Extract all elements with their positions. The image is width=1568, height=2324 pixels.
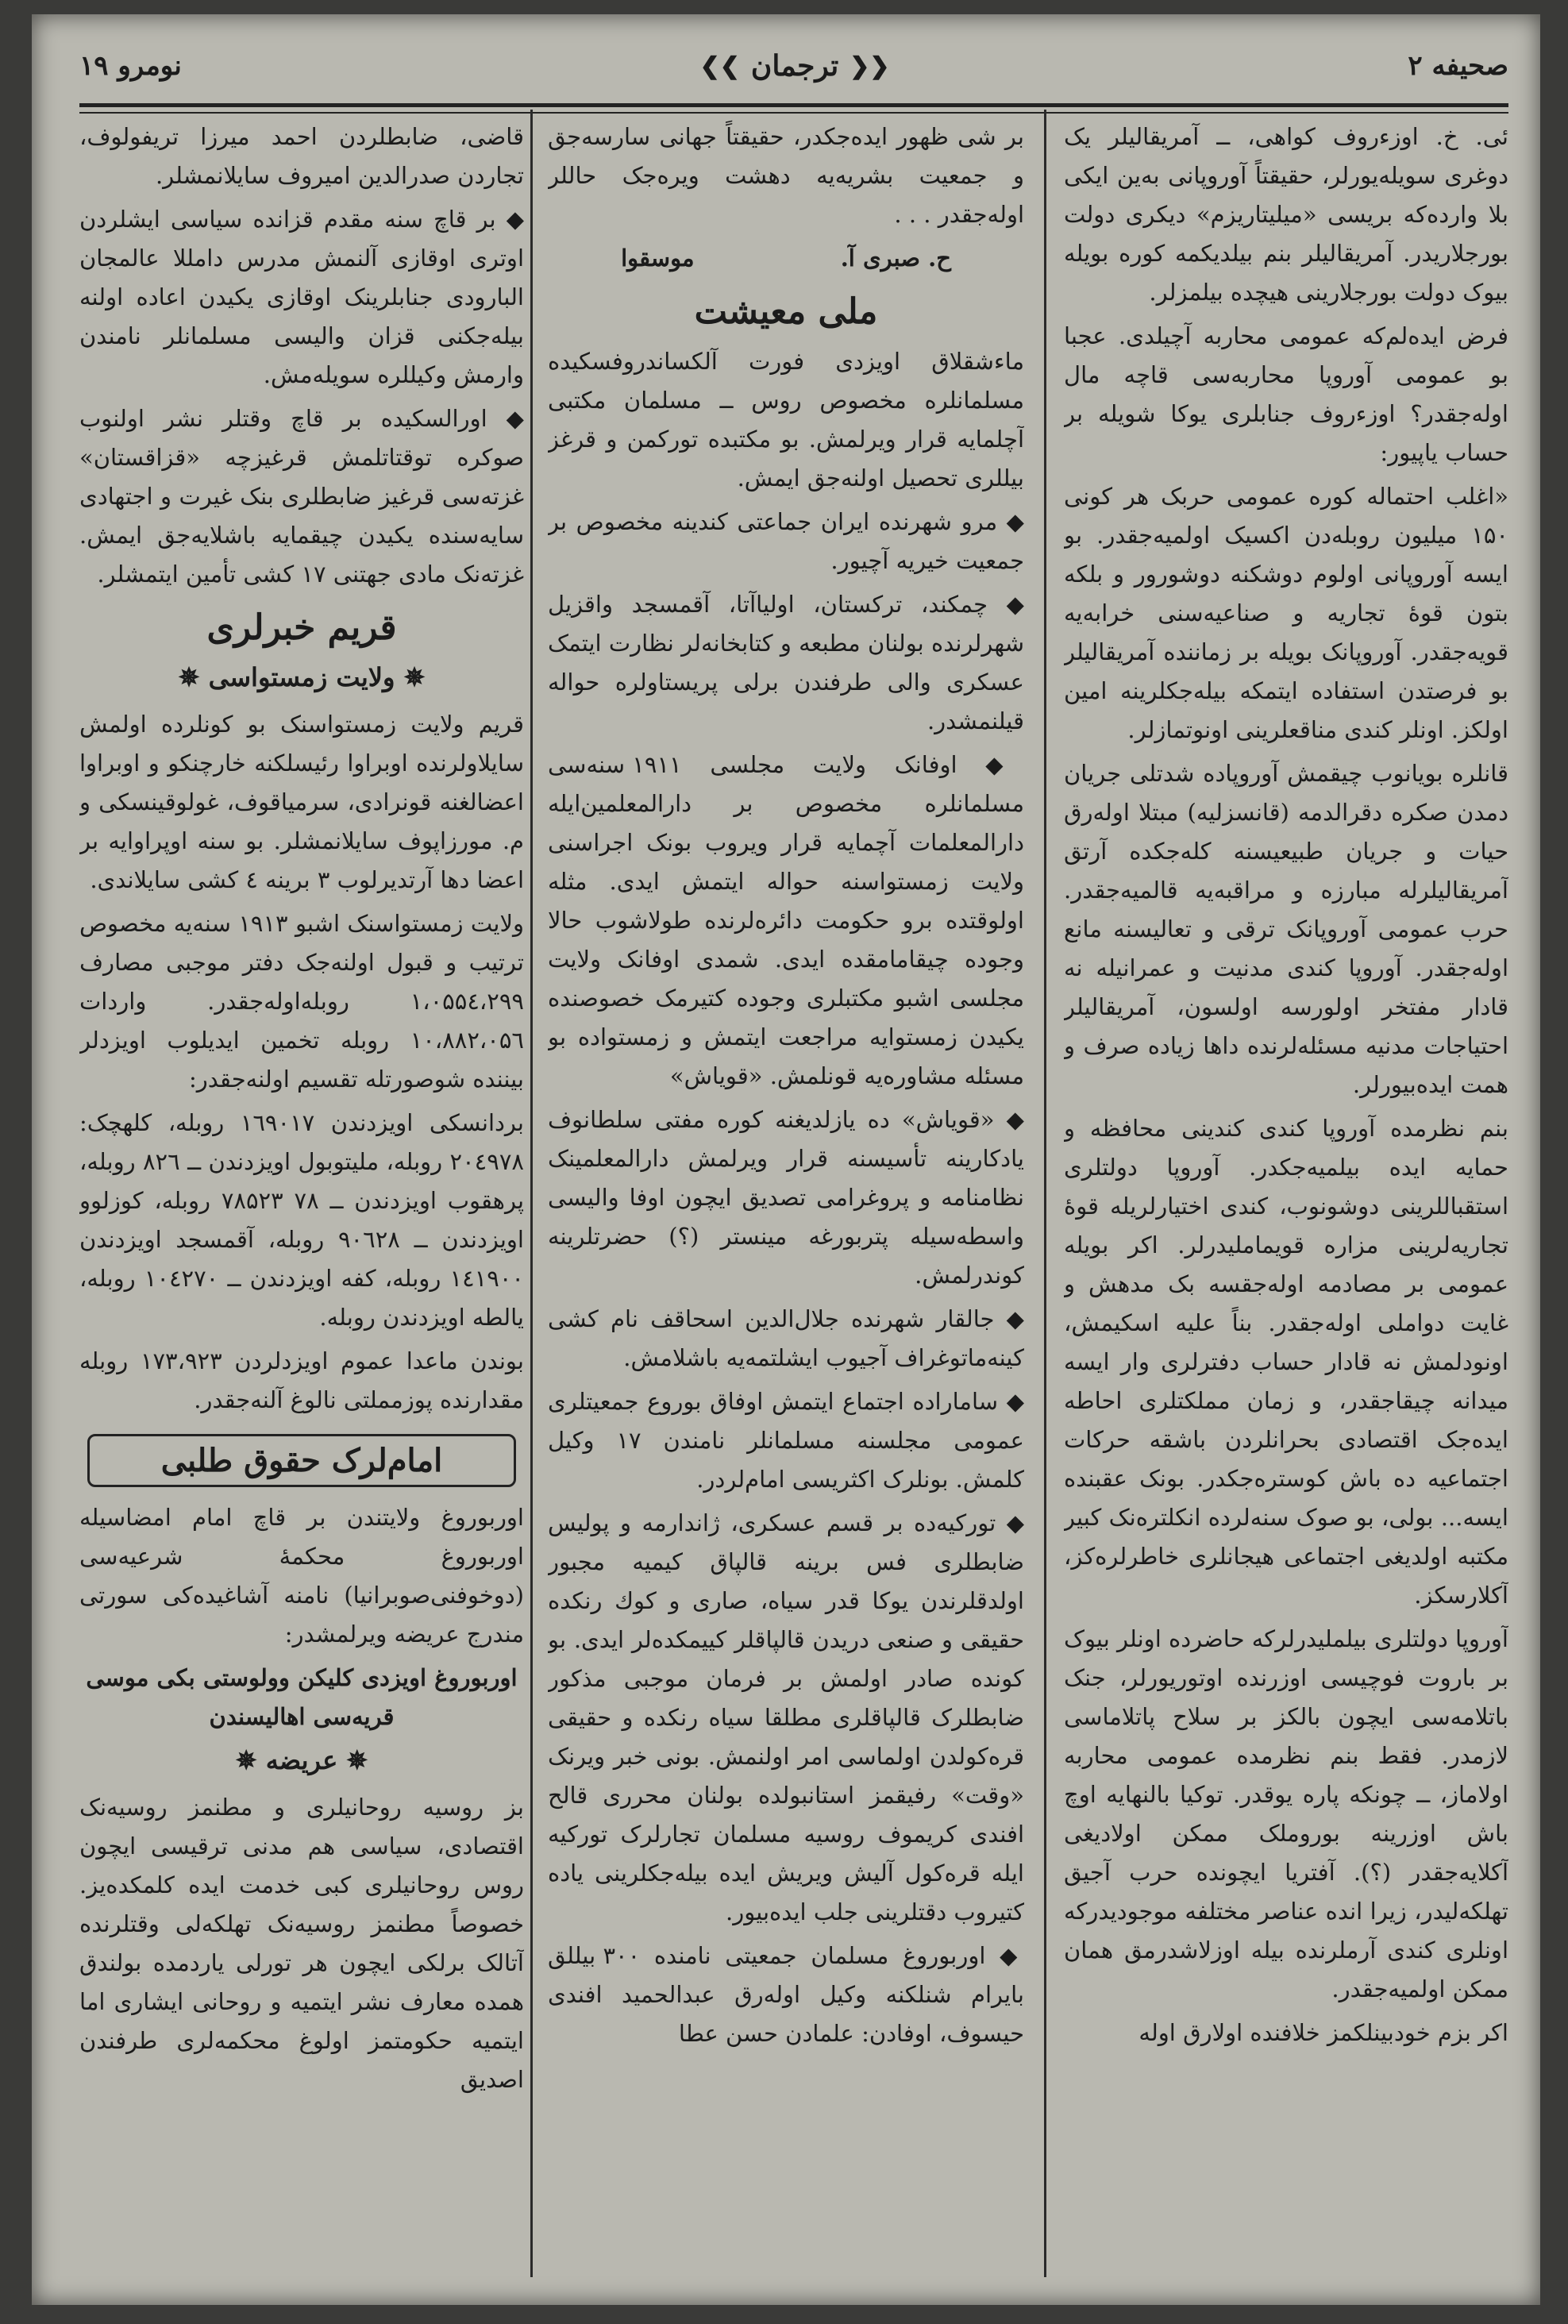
newspaper-title-block (700, 49, 890, 83)
news-item: ◆ اوفانک ولایت مجلسی ۱۹۱۱ سنه‌سی مسلمانلره مخصوص بر دارالمعلمین‌ایله دارالمعلمات آچمایه قرار ویروب بونک اجراسنی ولایت زمستواسنه حواله ایتمش ایدی. مثله اولوقتده برو حکومت دائره‌لرنده طولاشوب حالا وجوده چیقامامقده ایدی. شمدی اوفانک ولایت مجلسی اشبو مکتبلری وجوده کتیرمک خصوصنده یکیدن زمستوایه مراجعت ایتمش و زمستواده بو مسئله مشاوره‌یه قونلمش. «قویاش» (548, 751, 1024, 1089)
signature (548, 239, 1024, 278)
paragraph: بر شی ظهور ایده‌جکدر، حقیقتاً جهانی سارسه‌جق و جمعیت بشریه‌یه دهشت ویره‌جک حاللر اوله‌جقدر . . . (548, 123, 1024, 228)
news-item: ماءشقلاق اویزدی فورت آلکساندروفسکیده مسلمانلره مخصوص روس ــ مسلمان مکتبی آچلمایه قرار ویرلمش. بو مکتبده توركمن و قرغز بیللری تحصیل اولنه‌جق ایمش. (548, 348, 1024, 491)
issue-number: نومرو ۱۹ (79, 50, 182, 82)
column-divider (530, 110, 533, 2277)
news-item: ◆ سامارادە اجتماع ایتمش اوفاق بوروع جمعیتلری عمومی مجلسنه مسلمانلر نامندن ۱۷ وکیل کلمش. بونلرک اکثریسی امام‌لردر. (548, 1388, 1024, 1493)
paragraph: ئی. خ. اوزءروف کواهی، ــ آمریقالیلر یک دوغری سویله‌یورلر، حقیقتاً آوروپانی بەین ایکی بلا وارده‌که بریسی «میلیتاریزم» دیکری دولت بورجلاریدر. آمریقالیلر بنم بیلدیکمه کوره بویله بیوک دولت بورجلارینی هیچده بیلمزلر. (1064, 123, 1508, 306)
ornament-icon: ❯❯ (699, 52, 740, 80)
paragraph: اوربوروغ ولایتندن بر قاچ امام امضاسیله اوربوروغ محکمهٔ شرعیه‌سی (دوخوفنی‌صوبرانیا) نامنه آشاغیده‌کی سورتی مندرج عریضه ویرلمشدر: (79, 1504, 524, 1648)
paragraph: قاضی، ضابطلردن احمد میرزا تریفولوف، تجاردن صدرالدین امیروف سایلانمشلر. (79, 123, 524, 189)
paragraph: فرض ایده‌لم‌که عمومی محاربه آچیلدی. عجبا بو عمومی آوروپا محاربه‌سی قاچه مال اوله‌جقدر؟ اوزءروف جنابلری یوکا شویله بر حساب یاپیور: (1064, 322, 1508, 466)
top-rule (79, 103, 1508, 114)
paragraph: بنم نظرمده آوروپا کندی کندینی محافظه و حمایه ایده بیلمیه‌جکدر. آوروپا دولتلری استقباللرینی دوشونوب، کندی اختیارلریله قوهٔ تجاریه‌لرینی مزاره قویماملیدرلر. اکر بویله عمومی بر مصادمه اوله‌جقسه بک مدهش و غایت دواملی اوله‌جقدر. بناً علیه اسکیمش، اونودلمش نه قادار حساب دفترلری وار ایسه میدانه چیقاجقدر، و زمان مملکتلری احاطه ایده‌جک اقتصادی بحرانلردن باشقه حرکات اجتماعیه ده باش کوستره‌جکدر. بونک عقبنده ایسه... بولی، بو صوک سنه‌لرده انکلتره‌نک کبیر مکتبه اولدیغی اجتماعی هیجانلری خاطرلره‌کز، آکلارسکز. (1064, 1115, 1508, 1609)
signature-name: ح. صبری آ. (840, 245, 951, 272)
star-icon: ✵ (178, 662, 209, 692)
section-title: قریم خبرلری (206, 607, 397, 648)
paragraph: ولایت زمستواسنک اشبو ۱۹۱۳ سنه‌یه مخصوص ترتیب و قبول اولنه‌جک دفتر موجبی مصارف ۱،۰۵۵٤،۲۹۹ روبله‌اوله‌جقدر. واردات ۱۰،۸۸۲،۰۵٦ روبله تخمین ایدیلوب اویزدلر بیننده شوصورتله تقسیم اولنه‌جقدر: (79, 910, 524, 1093)
star-icon: ✵ (235, 1745, 266, 1775)
section-title: ملی معیشت (694, 291, 878, 332)
news-item: ◆ مرو شهرنده ایران جماعتی کندینه مخصوص بر جمعیت خیریه آچیور. (548, 508, 1024, 574)
paragraph: قریم ولایت زمستواسنک بو کونلرده اولمش سایلاولرنده اوبراوا رئیسلکنه خارچنکو و اوبراوا اعضالغنه قونرادی، سرمیاقوف، غولوقینسکی و م. مورزاپوف سایلانمشلر. بو سنه اوپراوایه بر اعضا دها آرتدیرلوب ۳ برینه ٤ کشی سایلاندی. (79, 711, 524, 893)
masthead (79, 30, 1508, 102)
paragraph: بردانسکی اویزدندن ۱٦۹۰۱۷ روبله، کلهچک: ۲۰٤۹۷۸ روبله، ملیتوبول اویزدندن ــ ۸۲٦ روبله، پرهقوب اویزدندن ــ ۷۸ ۷۸۵۲۳ روبله، کوزلوو اویزدندن ــ ۹۰٦۲۸ روبله، آقمسجد اویزدندن ۱٤۱۹۰۰ روبله، کفه اویزدندن ــ ۱۰٤۲۷۰ روبله، یالطه اویزدندن روبله. (79, 1109, 524, 1331)
column-divider (1044, 110, 1046, 2277)
column-middle (548, 118, 1024, 2277)
subsection-title: ✵ عریضه ✵ (235, 1745, 368, 1775)
newspaper-page (32, 14, 1540, 2305)
column-left (79, 118, 524, 2277)
newspaper-title: ترجمان (750, 49, 839, 83)
news-item: ◆ اورالسکیده بر قاچ وقتلر نشر اولنوب صوکره توقتاتلمش قرغیزچه «قزاقستان» غزته‌سی قرغیز ضابطلری بنک غیرت و اجتهادی سایه‌سنده یکیدن چیقمایه باشلایه‌جق ایمش. غزته‌نک مادی جهتنی ۱۷ کشی تأمین ایتمشلر. (79, 405, 524, 588)
news-item: ◆ «قویاش» ده یازلدیغنه کوره مفتی سلطانوف یادکارینه تأسیسنه قرار ویرلمش دارالمعلمینک نظامنامه و پروغرامی تصدیق ایچون اوفا والیسی واسطه‌سیله پتربورغه مینستر (؟) حضرتلرینه کوندرلمش. (548, 1106, 1024, 1289)
ornament-icon: ❮❮ (849, 52, 890, 80)
news-item: ◆ چمکند، ترکستان، اولیاآتا، آقمسجد واقزیل شهرلرنده بولنان مطبعه و کتابخانه‌لر نظارت ایتمک عسکری والی طرفندن برلی پریستاولره حواله قیلنمشدر. (548, 591, 1024, 734)
paragraph: اوربوروغ اویزدی کلیکن وولوستی بکی موسی قریه‌سی اهالیسندن (86, 1664, 518, 1730)
star-icon: ✵ (337, 1745, 368, 1775)
column-right (1064, 118, 1508, 2277)
paragraph: بوندن ماعدا عموم اویزدلردن ۱۷۳،۹۲۳ روبله مقدارنده پوزمملتی نالوغ آلنه‌جقدر. (79, 1347, 524, 1413)
paragraph: اکر بزم خودبینلکمز خلافنده اولارق اوله (1138, 2019, 1508, 2046)
paragraph: بز روسیه روحانیلری و مطنمز روسیه‌نک اقتصادی، سیاسی هم مدنی ترقیسی ایچون روس روحانیلری کبی خدمت ایده کلمکده‌یز. خصوصاً مطنمز روسیه‌نک تهلکه‌لی وقتلرنده آتالک برلکی ایچون هر تورلی یاردمده بولندق همده معارف نشر ایتمیه و روحانی ایشاری اما ایتمیه حکومتمز اولوغ محکمه‌لری طرفندن اصدیق (79, 1794, 524, 2093)
news-item: ◆ توركیه‌ده بر قسم عسکری، ژاندارمه و پولیس ضابطلری فس برینه قالپاق کیمیه مجبور اولدقلرندن یوکا قدر سیاه، صاری و کوك رنکده حقیقی و صنعی دریدن قالپاقلر کییمکده‌لر ایدی. بو کونده صادر اولمش بر فرمان موجبی مذکور ضابطلرک قالپاقلری مطلقا سیاه رنکده و حقیقی قره‌کولدن اولماسی امر اولنمش. بونی خبر ویرنک «وقت» رفیقمز استانبولده بولنان محرری قالح افندی کریموف روسیه مسلمان تجارلرک توركیه ایله قره‌کول آلیش ویریش ایده بیله‌جکلرینی یاده کتیروب دقتلرینی جلب ایده‌بیور. (548, 1509, 1024, 1925)
page-number: صحیفه ۲ (1408, 50, 1508, 82)
paragraph: آوروپا دولتلری بیلملیدرلرکه حاضرده اونلر بیوک بر باروت فوچیسی اوزرنده اوتوریورلر، جنک باتلامه‌سی ایچون بالکز بر سلاح پاتلاماسی لازمدر. فقط بنم نظرمده عمومی محاربه اولاماز، ــ چونکه پاره یوقدر. توکیا بالنهایه اوچ باش اوزرینه بوروملک ممکن اولادیغی آکلایه‌جقدر (؟). آفتریا ایچونده حرب آجیق تهلکه‌لیدر، زیرا انده عناصر مختلفه موجودیدرکه اونلری کندی آرملرنده بیله اوزلاشدرمق همان ممکن اولمیه‌جقدر. (1064, 1625, 1508, 2002)
boxed-heading: امام‌لرک حقوق طلبی (87, 1434, 516, 1487)
paragraph: «اغلب احتماله کوره عمومی حربک هر کونی ۱۵۰ میلیون روبله‌دن اکسیک اولمیه‌جقدر. بو ایسه آوروپانی اولوم دوشکنه دوشورور و بلکه بتون قوهٔ تجاریه و صناعیه‌سنی خرابه‌یه قویه‌جقدر. آوروپانک بویله بر زماننده آمریقالیلر بو فرصتدن استفاده ایتمکه بیله‌جکلرینه امین اولکز. اونلر کندی مناقعلرینی اونوتمازلر. (1064, 483, 1508, 743)
news-item: ◆ اوربوروغ مسلمان جمعیتی نامنده ۳۰۰ بیللق بایرام شنلکنه وکیل اوله‌رق عبدالحمید افندی حیسوف، اوفادن: علمادن حسن عطا (548, 1942, 1024, 2047)
star-icon: ✵ (395, 662, 426, 692)
news-item: ◆ جالقار شهرنده جلال‌الدین اسحاقف نام کشی کینه‌ماتوغراف آجیوب ایشلتمه‌یه باشلامش. (548, 1305, 1024, 1371)
news-item: ◆ بر قاچ سنه مقدم قزانده سیاسی ایشلردن اوتری اوقازی آلنمش مدرس دامللا عالمجان البارودی جنابلرینک اوقازی یکیدن اعاده اولنه بیله‌جکنی قزان والیسی مسلمانلر نامندن وارمش وکیللره سویله‌مش. (79, 206, 524, 388)
signature-place: موسقوا (621, 245, 695, 272)
paragraph: قانلره بویانوب چیقمش آوروپاده شدتلی جریان دمدن صکره دقرالدمه (قانسزلیه) مبتلا اوله‌رق حیات و جریان طبیعیسنه کله‌جکده آرتق آمریقالیلرله مبارزه و مراقبه‌یه قالمیه‌جقدر. حرب عمومی آوروپانک ترقی و تعالیسنه مانع اوله‌جقدر. آوروپا کندی مدنیت و عمرانیله نه قادار مفتخر اولورسه اولسون، آمریقالیلر احتیاجات مدنیه مسئله‌لرنده داها زیاده صرف و همت ایده‌بیورلر. (1064, 760, 1508, 1098)
subsection-title: ✵ ولایت زمستواسی ✵ (178, 662, 426, 692)
